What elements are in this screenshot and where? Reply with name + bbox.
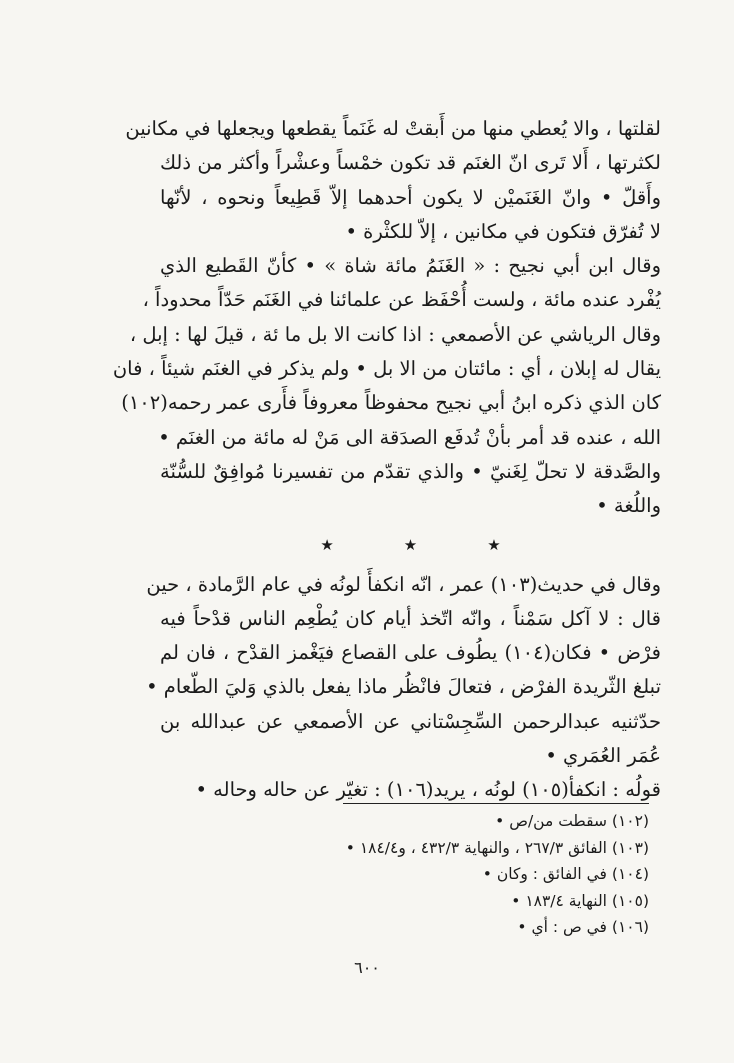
text-line: واللُغة • [596,494,661,518]
footnote: (١٠٤) في الفائق : وكان • [482,865,649,883]
paragraph-4 [160,705,661,774]
text-line: وأَقلّ • وانّ الغَنَميْن لا يكون أحدهما إلاّ قَطِيعاً ونحوه ، لأنّها [160,185,661,209]
footnote: (١٠٣) الفائق ٢٦٧/٣ ، والنهاية ٤٣٢/٣ ، و١٨٤/٤ • [345,838,649,857]
footnote: (١٠٦) في ص : أي • [517,918,649,936]
footnote: (١٠٥) النهاية ١٨٣/٤ • [511,891,649,910]
text-line: عُمَر العُمَري • [545,744,661,768]
text-line: حدّثنيه عبدالرحمن السِّجِسْتاني عن الأصمعي عن عبدالله بن [160,709,661,733]
text-line: وقال الرياشي عن الأصمعي : اذا كانت الا بل ما ئة ، قيلَ لها : إبل ، [129,322,661,346]
paragraph-3 [146,568,661,705]
star-icon: ★ [487,535,501,554]
text-line: لا تُفرّق فتكون في مكانين ، إلاّ للكثْرة • [345,219,661,243]
text-line: يُفْرد عنده مائة ، ولست أُحْفَظ عن علمائنا في الغَنَم حَدّاً محدوداً ، [142,288,661,312]
text-line: والصَّدقة لا تحلّ لِغَنيّ • والذي تقدّم من تفسيرنا مُوافِقٌ للسُّنّة [160,459,661,483]
text-line: قولُه : انكفأ(١٠٥) لونُه ، يريد(١٠٦) : تغيّر عن حاله وحاله • [195,778,661,802]
text-line: كان الذي ذكره ابنُ أبي نجيح محفوظاً معروفاً فأَرى عمر رحمه(١٠٢) [121,391,661,415]
text-line: وقال ابن أبي نجيح : « الغَنَمُ مائة شاة » • كأنّ القَطيع الذي [160,254,661,278]
paragraph-1 [125,112,661,249]
footnotes [160,808,649,941]
text-line: يقال له إبلان ، أي : مائتان من الا بل • ولم يذكر في الغنَم شيئاً ، فان [112,357,661,381]
page-number: ٦٠٠ [354,958,380,977]
text-line: قال : لا آكل سَمْناً ، وانّه اتّخذ أيام كان يُطْعِم الناس قدْحاً فيه [160,606,661,630]
footnote-divider [343,803,649,804]
footnote: (١٠٢) سقطت من/ص • [495,812,649,830]
text-line: تبلغ الثّريدة الفرْض ، فتعالَ فانْظُر ماذا يفعل بالذي وَليَ الطّعام • [146,675,661,699]
text-line: وقال في حديث(١٠٣) عمر ، انّه انكفأَ لونُه في عام الرَّمادة ، حين [146,572,661,596]
paragraph-2 [112,249,661,523]
text-line: فرْض • فكان(١٠٤) يطُوف على القصاع فيَغْمز القدْح ، فان لم [160,641,661,665]
text-line: لقلتها ، والا يُعطي منها من أَبقتْ له غَنَماً يقطعها ويجعلها في مكانين [125,117,661,140]
star-icon: ★ [403,535,418,554]
star-icon: ★ [320,535,334,554]
main-text [112,112,661,808]
section-separator [160,528,661,562]
text-line: الله ، عنده قد أمر بأنْ تُدفَع الصدَقة الى مَنْ له مائة من الغنَم • [158,425,661,449]
text-line: لكثرتها ، أَلا تَرى انّ الغنَم قد تكون خمْساً وعشْراً وأكثر من ذلك [160,151,661,175]
